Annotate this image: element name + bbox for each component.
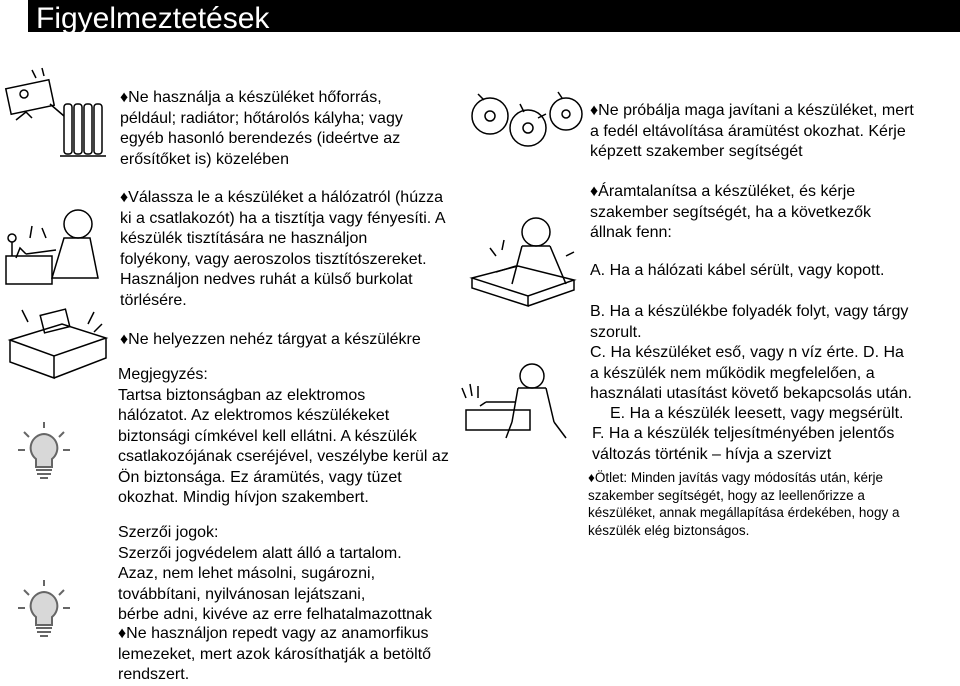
note-section: Megjegyzés: Tartsa biztonságban az elektromos hálózatot. Az elektromos készülékeket biztonsági címkével kell ellátni. A készülék csatlakozójának cseréjével, veszélybe kerül az Ön biztonsága. Ez áramütés, vagy tüzet okozhat. Mindig hívjon szakembert. (118, 366, 449, 506)
repairman-illustration (466, 206, 582, 310)
lightbulb-icon (14, 578, 74, 642)
heavy-object-illustration (2, 304, 112, 384)
warning-service: ♦Áramtalanítsa a készüléket, és kérje szakember segítségét, ha a következők állnak fenn: (590, 183, 872, 241)
service-item-e: E. Ha a készülék leesett, vagy megsérült. (610, 405, 904, 422)
warning-repair: ♦Ne próbálja maga javítani a készüléket, mert a fedél eltávolítása áramütést okozhat. Kérje képzett szakember segítségét (590, 102, 914, 160)
warning-heavy-object: ♦Ne helyezzen nehéz tárgyat a készülékre (120, 331, 421, 348)
title-bar (28, 0, 960, 35)
warning-disc: ♦Ne használjon repedt vagy az anamorfikus lemezeket, mert azok károsíthatják a betöltő rendszert. (118, 625, 432, 683)
discs-illustration (468, 80, 586, 160)
lightbulb-icon (14, 420, 74, 484)
tip-section: ♦Ötlet: Minden javítás vagy módosítás után, kérje szakember segítségét, hogy az leellenőrizze a készüléket, annak megállapítása érdekében, hogy a készülék elég biztonságos. (588, 470, 900, 538)
warning-heat-source: ♦Ne használja a készüléket hőforrás, például; radiátor; hőtárolós kályha; vagy egyéb hasonló berendezés (ideértve az erősítőket is) közelében (120, 89, 403, 168)
cleaning-illustration (2, 198, 112, 298)
page-title: Figyelmeztetések (36, 2, 270, 35)
warning-cleaning: ♦Válassza le a készüléket a hálózatról (húzza ki a csatlakozót) ha a tisztítja vagy fényesíti. A készülék tisztítására ne használjon folyékony, vagy aeroszolos tisztítószereket. Használjon nedves ruhát a külső burkolat törlésére. (120, 189, 446, 309)
service-item-f: F. Ha a készülék teljesítményében jelentős változás történik – hívja a szervizt (592, 425, 895, 463)
service-item-a: A. Ha a hálózati kábel sérült, vagy kopott. (590, 262, 885, 279)
service-item-b: B. Ha a készülékbe folyadék folyt, vagy tárgy szorult. (590, 303, 909, 341)
technician-illustration (456, 358, 580, 442)
service-item-cd: C. Ha készüléket eső, vagy n víz érte. D. Ha a készülék nem működik megfelelően, a használati utasítást követő bekapcsolás után. (590, 344, 912, 402)
heater-illustration (2, 64, 112, 164)
copyright-section: Szerzői jogok: Szerzői jogvédelem alatt álló a tartalom. Azaz, nem lehet másolni, sugározni, továbbítani, nyilvánosan lejátszani, bérbe adni, kivéve az erre felhatalmazottnak (118, 524, 432, 623)
